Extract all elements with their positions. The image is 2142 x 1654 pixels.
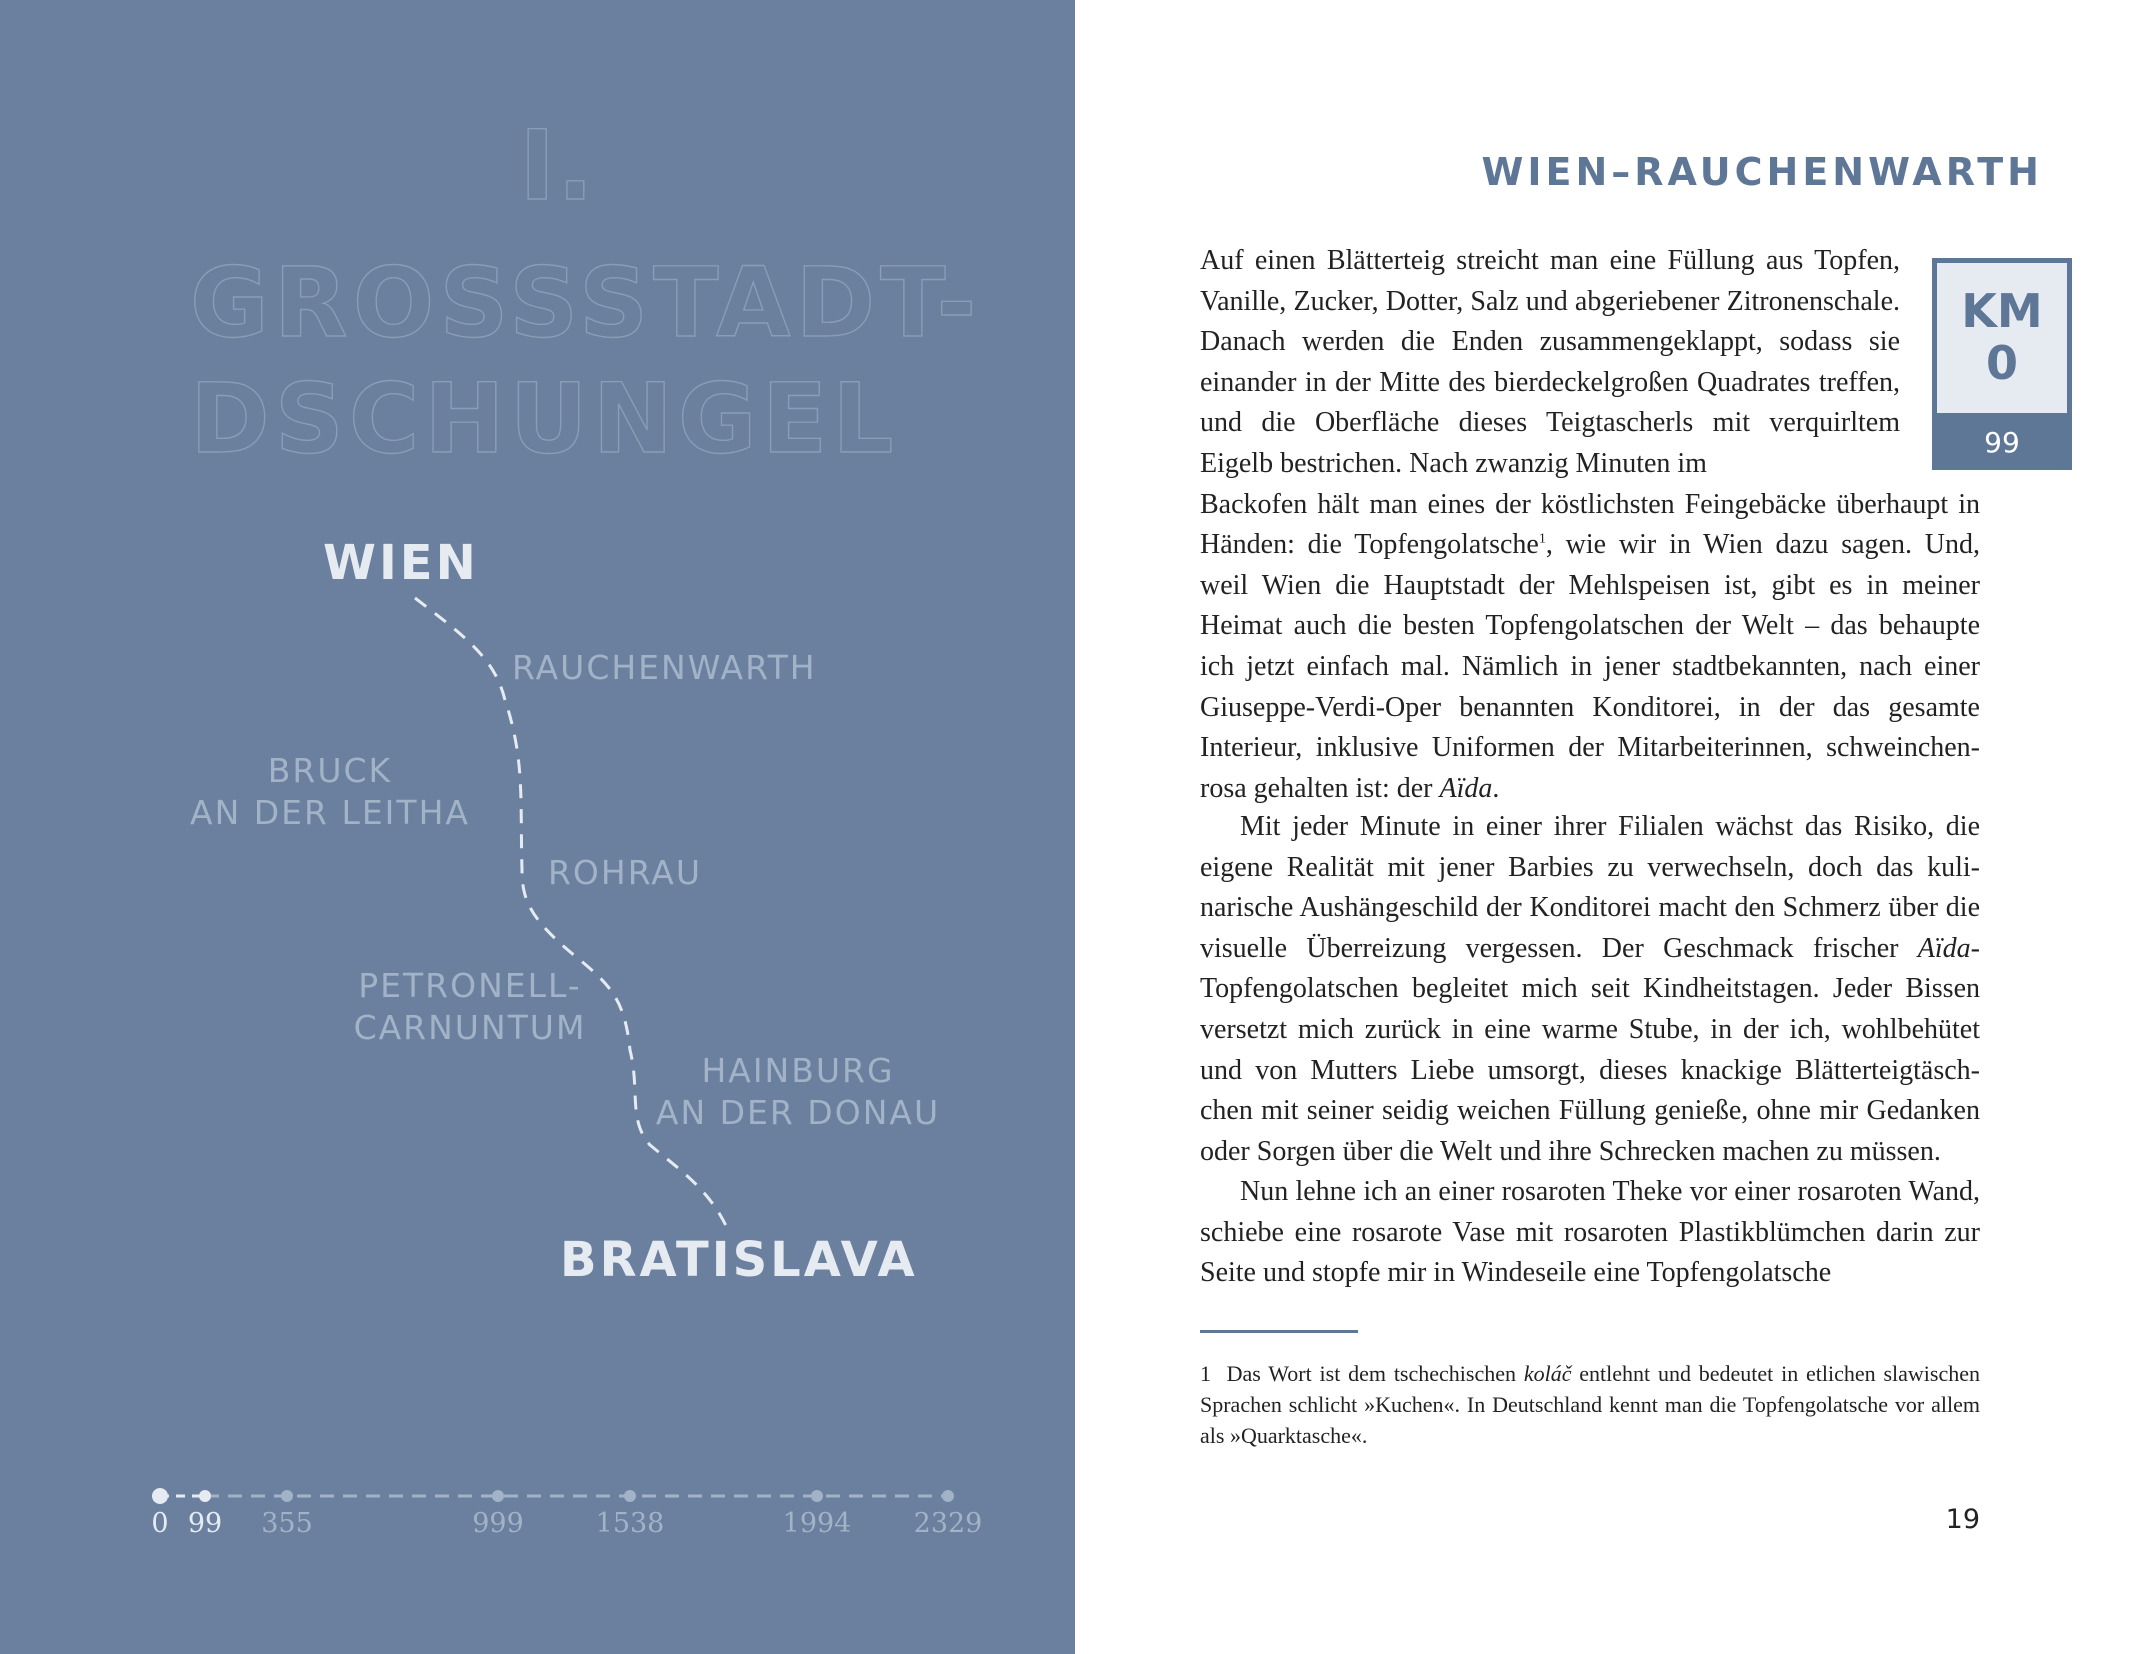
page-number: 19 bbox=[1945, 1504, 1980, 1535]
body-paragraph-1 bbox=[1200, 241, 1980, 809]
paragraph-2-italic: Aïda- bbox=[1917, 932, 1980, 964]
timeline-tick-label: 0 bbox=[151, 1508, 169, 1539]
timeline-marker bbox=[281, 1490, 293, 1502]
km-label: KM bbox=[1961, 284, 2043, 338]
paragraph-2 bbox=[1200, 807, 1980, 1172]
body-paragraph-3 bbox=[1200, 1172, 1980, 1294]
paragraph-2-text-b: Topfengolatschen begleitet mich seit Kindheitstagen. Jeder Bissen versetzt mich zurück in eine warme Stube, in der ich, wohlbehütet und von Mutters Liebe umsorgt, dieses knackige Blätterteigtäschchen mit seiner seidig weichen Füllung genieße, ohne mir Gedanken oder Sorgen über die Welt und ihre Schrecken machen zu müssen. bbox=[1200, 973, 1980, 1167]
paragraph-3: Nun lehne ich an einer rosaroten Theke vor einer rosaroten Wand, schiebe eine rosarote Vase mit rosaroten Plastikblümchen darin zur Seite und stopfe mir in Windeseile eine Topfengolatsche bbox=[1200, 1176, 1980, 1289]
footnote-text-a: Das Wort ist dem tschechischen bbox=[1226, 1361, 1524, 1386]
km-value: 0 bbox=[1985, 336, 2018, 390]
paragraph-1-text-c: , wie wir in Wien dazu sagen. Und, weil Wien die Hauptstadt der Mehlspeisen ist, gibt es in meiner Heimat auch die besten Topfengolatschen der Welt – das behaupte ich jetzt einfach mal. Nämlich in jener stadtbekannten, nach einer Giuseppe-Verdi-Oper benannten Konditorei, in der das gesamte Interieur, inklusive Uniformen der Mitarbeiterinnen, schweinchenrosa gehalten ist: der bbox=[1200, 529, 1980, 804]
route-end-city: BRATISLAVA bbox=[560, 1232, 918, 1288]
timeline-tick-label: 999 bbox=[472, 1508, 524, 1539]
timeline-marker bbox=[942, 1490, 954, 1502]
route-start-city: WIEN bbox=[323, 535, 479, 591]
km-next-value: 99 bbox=[1984, 426, 2020, 459]
route-stop-label: AN DER LEITHA bbox=[190, 793, 470, 832]
timeline-marker bbox=[199, 1490, 211, 1502]
route-stop-label: AN DER DONAU bbox=[655, 1093, 941, 1132]
route-stop-label: BRUCK bbox=[267, 751, 393, 790]
footnote-number: 1 bbox=[1200, 1361, 1211, 1386]
paragraph-2-text-a: Mit jeder Minute in einer ihrer Filialen wächst das Risiko, die eigene Realität mit jener Barbies zu verwechseln, doch das kulinarische Aushängeschild der Konditorei macht den Schmerz über die visuelle Überreizung vergessen. Der Geschmack frischer bbox=[1200, 811, 1980, 964]
footnote-text-b: entlehnt und bedeutet in etlichen slawischen Sprachen schlicht »Kuchen«. In Deutschland kennt man die Topfengolatsche vor allem als »Quarktasche«. bbox=[1200, 1361, 1981, 1448]
timeline-tick-label: 99 bbox=[187, 1508, 223, 1539]
timeline-tick-label: 2329 bbox=[913, 1508, 983, 1539]
route-stop-label: RAUCHENWARTH bbox=[512, 648, 817, 687]
route-stop-label: HAINBURG bbox=[701, 1051, 895, 1090]
paragraph-1-text-b: Backofen hält man eines der köstlichsten Feingebäcke überhaupt in Händen: die Topfengolatsche bbox=[1200, 488, 1980, 561]
footnote-reference: 1 bbox=[1538, 531, 1546, 547]
route-stop-label: CARNUNTUM bbox=[353, 1008, 587, 1047]
paragraph-1-part-a: Auf einen Blätterteig streicht man eine Füllung aus Topfen, Vanille, Zucker, Dotter, Salz und abgeriebener Zitronenschale. Danach werden die Enden zusammengeklappt, sodass sie einander in der Mitte des bierdeckelgroßen Quadrates treffen, und die Oberfläche dieses Teigtascherls mit verquirltem Eigelb bestrichen. Nach zwanzig Minuten im bbox=[1200, 245, 1900, 479]
timeline-tick-label: 1994 bbox=[782, 1508, 852, 1539]
timeline-marker bbox=[624, 1490, 636, 1502]
timeline-tick-label: 1538 bbox=[595, 1508, 665, 1539]
timeline-marker bbox=[152, 1488, 168, 1504]
paragraph-1-italic: Aïda bbox=[1439, 772, 1493, 804]
footnote bbox=[1200, 1358, 1980, 1451]
chapter-number: I. bbox=[519, 110, 596, 222]
footnote-italic: koláč bbox=[1523, 1361, 1572, 1386]
timeline-marker bbox=[492, 1490, 504, 1502]
body-paragraph-2 bbox=[1200, 807, 1980, 1172]
footnote-divider bbox=[1200, 1330, 1358, 1333]
route-stop-label: PETRONELL- bbox=[358, 966, 582, 1005]
timeline-tick-label: 355 bbox=[261, 1508, 313, 1539]
chapter-title-line-1: GROSSSTADT- bbox=[190, 247, 982, 359]
paragraph-1-text-d: . bbox=[1492, 772, 1500, 804]
route-stop-label: ROHRAU bbox=[548, 853, 703, 892]
chapter-title-line-2: DSCHUNGEL bbox=[190, 363, 899, 475]
timeline-marker bbox=[811, 1490, 823, 1502]
paragraph-1-part-b bbox=[1200, 485, 1980, 810]
section-heading: WIEN–RAUCHENWARTH bbox=[1481, 150, 2043, 194]
